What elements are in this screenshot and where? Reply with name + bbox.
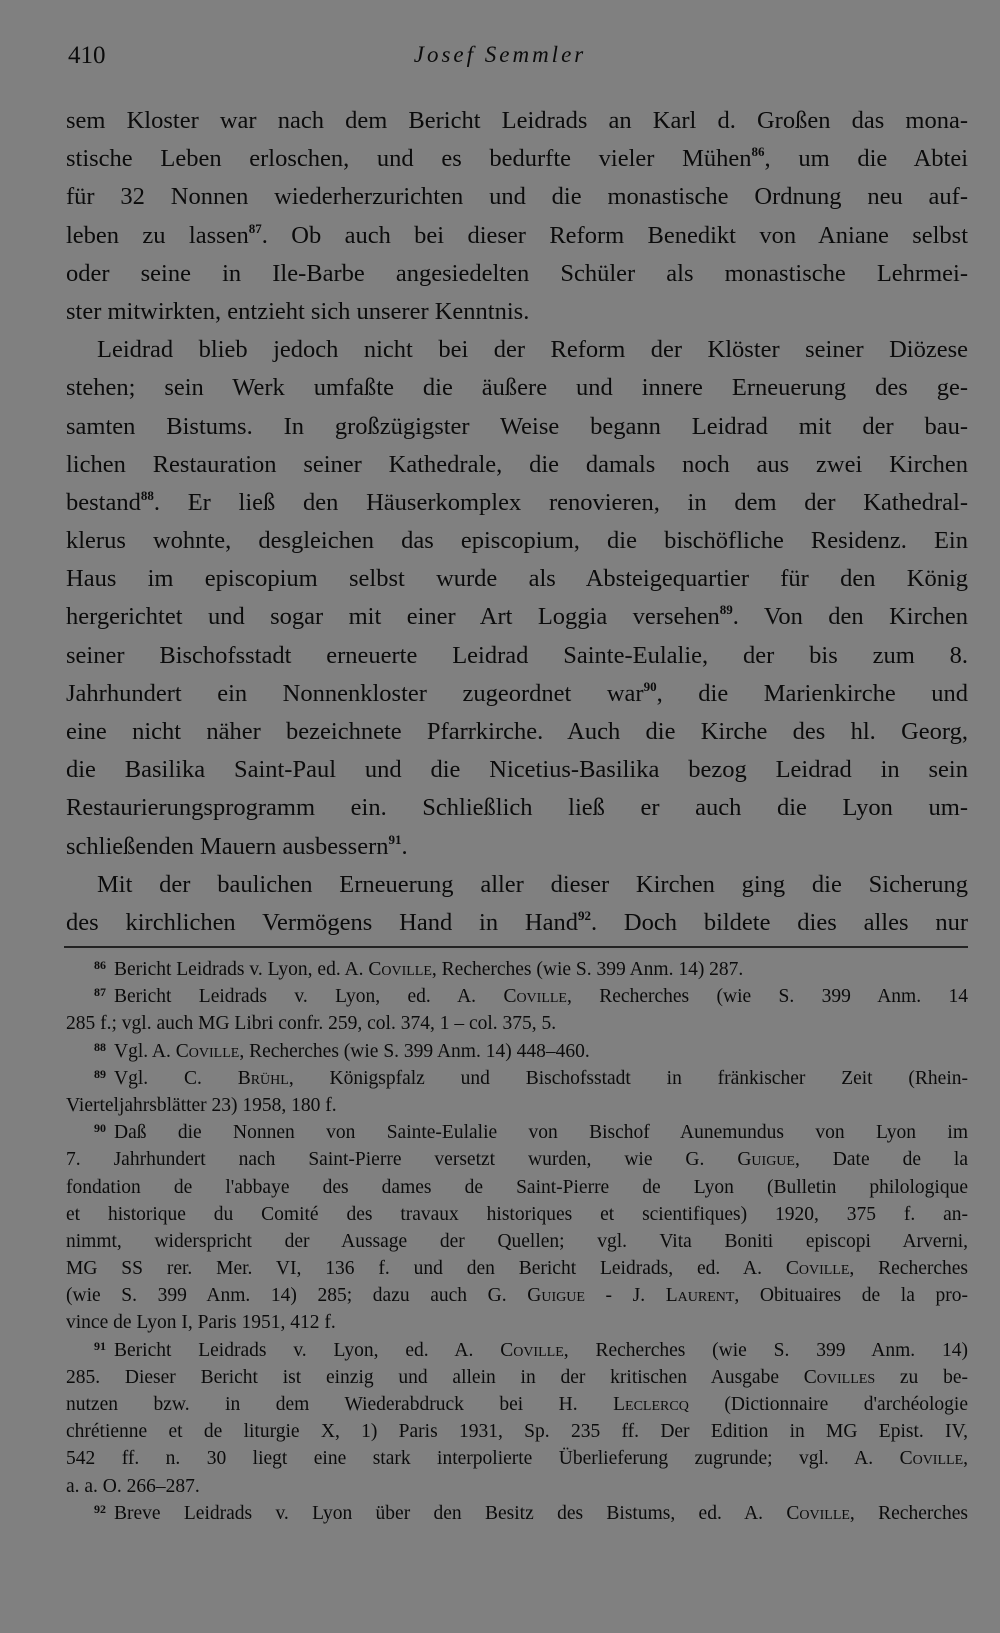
footnote-text: 285. Dieser Bericht ist einzig und allein in der kritischen Ausgabe	[66, 1366, 804, 1388]
footnote-text: 7. Jahrhundert nach Saint-Pierre versetzt wurden, wie G.	[66, 1149, 738, 1171]
page-header	[0, 38, 1000, 78]
text-segment: . Von den Kirchen	[732, 603, 969, 631]
text-segment: hergerichtet und sogar mit einer Art Loggia versehen	[66, 603, 720, 631]
footnote-number: 88	[94, 1039, 106, 1054]
footnote-text: , Recherches (wie S. 399 Anm. 14) 287.	[431, 959, 744, 980]
footnote-text: Vgl. C.	[114, 1067, 238, 1089]
text-segment: . Ob auch bei dieser Reform Benedikt von Aniane selbst	[261, 221, 968, 249]
author-name: Coville	[368, 959, 432, 980]
footnote-reference[interactable]: 89	[719, 602, 733, 618]
footnote-text: Bericht Leidrads v. Lyon, ed. A.	[114, 986, 504, 1008]
text-line: stehen; sein Werk umfaßte die äußere und innere Erneuerung des ge-	[66, 374, 968, 402]
footnote-text: Vierteljahrsblätter 23) 1958, 180 f.	[66, 1094, 337, 1116]
text-line: oder seine in Ile-Barbe angesiedelten Schüler als monastische Lehrmei-	[66, 259, 968, 287]
text-segment: . Er ließ den Häuserkomplex renovieren, in dem der Kathedral-	[153, 488, 968, 516]
text-line: seiner Bischofsstadt erneuerte Leidrad Sainte-Eulalie, der bis zum 8.	[66, 641, 968, 669]
footnote-line	[66, 1473, 968, 1500]
text-line	[66, 484, 968, 522]
footnote-text: , Recherches (wie S. 399 Anm. 14	[566, 986, 968, 1008]
footnote-line	[66, 1364, 968, 1391]
text-line: sem Kloster war nach dem Bericht Leidrads an Karl d. Großen das mona-	[66, 107, 968, 134]
footnote-line	[66, 1228, 968, 1255]
text-line	[66, 217, 968, 255]
footnote-line	[66, 1092, 968, 1119]
author-name: Brühl	[237, 1067, 289, 1089]
text-line: Leidrad blieb jedoch nicht bei der Reform der Klöster seiner Diözese	[97, 336, 968, 364]
text-line	[66, 828, 968, 866]
footnote-line	[66, 1146, 968, 1173]
footnote-line	[66, 1038, 968, 1065]
footnote-line	[66, 1255, 968, 1282]
text-segment: stische Leben erloschen, und es bedurfte vieler Mühen	[66, 145, 752, 173]
text-line	[66, 598, 968, 636]
footnote-text: MG SS rer. Mer. VI, 136 f. und den Bericht Leidrads, ed. A.	[66, 1258, 786, 1280]
footnote-number: 86	[94, 958, 106, 972]
text-line	[66, 140, 968, 178]
text-line: Mit der baulichen Erneuerung aller dieser Kirchen ging die Sicherung	[97, 870, 968, 898]
text-segment: bestand	[66, 488, 141, 516]
text-line: für 32 Nonnen wiederherzurichten und die monastische Ordnung neu auf-	[66, 183, 968, 211]
footnote-reference[interactable]: 88	[140, 487, 154, 503]
text-segment: , die Marienkirche und	[656, 679, 968, 707]
footnote-text: 542 ff. n. 30 liegt eine stark interpolierte Überlieferung zugrunde; vgl. A.	[66, 1448, 900, 1470]
footnote-text: Breve Leidrads v. Lyon über den Besitz des Bistums, ed. A.	[114, 1502, 787, 1524]
footnote-text: , Königspfalz und Bischofsstadt in fränkischer Zeit (Rhein-	[288, 1067, 968, 1089]
text-line: samten Bistums. In großzügigster Weise begann Leidrad mit der bau-	[66, 412, 968, 440]
footnote-text: , Obituaires de la pro-	[734, 1285, 968, 1307]
footnote-line	[66, 1418, 968, 1445]
text-line	[66, 904, 968, 942]
footnote-reference[interactable]: 86	[751, 144, 765, 160]
footnote-text: , Recherches (wie S. 399 Anm. 14)	[563, 1339, 968, 1361]
footnote-reference[interactable]: 87	[248, 220, 262, 236]
footnote-text: Vgl. A.	[114, 1040, 176, 1062]
footnote-text: fondation de l'abbaye des dames de Saint-Pierre de Lyon (Bulletin philologique	[66, 1176, 968, 1198]
footnote-line	[66, 1065, 968, 1092]
author-name: Coville	[500, 1339, 564, 1361]
footnote-line	[66, 1309, 968, 1336]
author-name: Guigue	[737, 1149, 795, 1171]
text-line: lichen Restauration seiner Kathedrale, die damals noch aus zwei Kirchen	[66, 450, 968, 478]
text-segment: des kirchlichen Vermögens Hand in Hand	[66, 908, 578, 936]
author-name: Coville	[175, 1040, 240, 1062]
footnote-text: 285 f.; vgl. auch MG Libri confr. 259, col. 374, 1 – col. 375, 5.	[66, 1013, 557, 1035]
footnote-text: chrétienne et de liturgie X, 1) Paris 1931, Sp. 235 ff. Der Edition in MG Epist. IV,	[66, 1421, 968, 1443]
footnotes	[66, 956, 968, 1527]
footnote-text: , Recherches (wie S. 399 Anm. 14) 448–460.	[239, 1040, 590, 1062]
footnote-line	[66, 956, 968, 983]
footnote-line	[66, 1010, 968, 1037]
footnote-text: ,	[963, 1448, 968, 1470]
footnote-text: (Dictionnaire d'archéologie	[688, 1394, 968, 1415]
footnote-divider	[64, 946, 968, 948]
footnote-number: 91	[94, 1338, 106, 1353]
page-number: 410	[68, 42, 106, 69]
text-line: ster mitwirkten, entzieht sich unserer Kenntnis.	[66, 297, 530, 325]
footnote-text: , Recherches	[849, 1258, 968, 1280]
footnote-line	[66, 1337, 968, 1364]
footnote-text: a. a. O. 266–287.	[66, 1475, 200, 1497]
footnote-line	[66, 1174, 968, 1201]
text-segment: . Doch bildete dies alles nur	[590, 908, 968, 936]
footnote-text: nimmt, widerspricht der Aussage der Quellen; vgl. Vita Boniti episcopi Arverni,	[66, 1230, 968, 1252]
text-line: Haus im episcopium selbst wurde als Absteigequartier für den König	[66, 565, 968, 593]
text-line: Restaurierungsprogramm ein. Schließlich ließ er auch die Lyon um-	[66, 794, 968, 822]
text-line: eine nicht näher bezeichnete Pfarrkirche. Auch die Kirche des hl. Georg,	[66, 718, 968, 745]
footnote-text: Daß die Nonnen von Sainte-Eulalie von Bischof Aunemundus von Lyon im	[114, 1122, 968, 1144]
footnote-line	[66, 1119, 968, 1146]
running-head: Josef Semmler	[413, 42, 587, 67]
author-name: Coville	[899, 1448, 964, 1470]
text-segment: leben zu lassen	[66, 221, 249, 249]
footnote-line	[66, 1445, 968, 1472]
footnote-text: , Date de la	[794, 1149, 968, 1171]
author-name: Leclercq	[613, 1394, 689, 1415]
main-text	[66, 102, 968, 942]
author-name: Coville	[503, 986, 567, 1008]
footnote-text: vince de Lyon I, Paris 1951, 412 f.	[66, 1312, 336, 1334]
footnote-line	[66, 1201, 968, 1228]
footnote-text: (wie S. 399 Anm. 14) 285; dazu auch G.	[66, 1285, 528, 1307]
author-name: Covilles	[803, 1366, 876, 1388]
footnote-line	[66, 1391, 968, 1418]
footnote-text: Bericht Leidrads v. Lyon, ed. A.	[114, 1339, 501, 1361]
footnote-line	[66, 983, 968, 1010]
footnote-text: zu be-	[875, 1366, 968, 1388]
footnote-text: - J.	[584, 1285, 666, 1307]
text-segment: Jahrhundert ein Nonnenkloster zugeordnet war	[66, 679, 644, 707]
footnote-reference[interactable]: 90	[643, 678, 657, 694]
footnote-number: 87	[94, 985, 106, 1000]
text-segment: .	[401, 832, 408, 860]
footnote-text: et historique du Comité des travaux historiques et scientifiques) 1920, 375 f. an-	[66, 1203, 968, 1225]
footnote-number: 89	[94, 1066, 106, 1081]
author-name: Coville	[786, 1502, 850, 1524]
footnote-number: 92	[94, 1501, 106, 1516]
footnote-line	[66, 1282, 968, 1309]
footnote-text: nutzen bzw. in dem Wiederabdruck bei H.	[66, 1394, 614, 1415]
footnote-text: , Recherches	[849, 1502, 968, 1524]
text-line: klerus wohnte, desgleichen das episcopium, die bischöfliche Residenz. Ein	[66, 527, 968, 555]
author-name: Coville	[785, 1258, 850, 1280]
footnote-reference[interactable]: 92	[577, 907, 591, 923]
author-name: Laurent	[665, 1285, 735, 1307]
footnote-text: Bericht Leidrads v. Lyon, ed. A.	[114, 959, 369, 980]
text-line	[66, 675, 968, 713]
footnote-reference[interactable]: 91	[388, 831, 402, 847]
text-segment: , um die Abtei	[764, 145, 968, 173]
author-name: Guigue	[527, 1285, 585, 1307]
text-line: die Basilika Saint-Paul und die Nicetius-Basilika bezog Leidrad in sein	[66, 756, 968, 784]
footnote-line	[66, 1500, 968, 1527]
footnote-number: 90	[94, 1121, 106, 1136]
text-segment: schließenden Mauern ausbessern	[66, 832, 389, 860]
